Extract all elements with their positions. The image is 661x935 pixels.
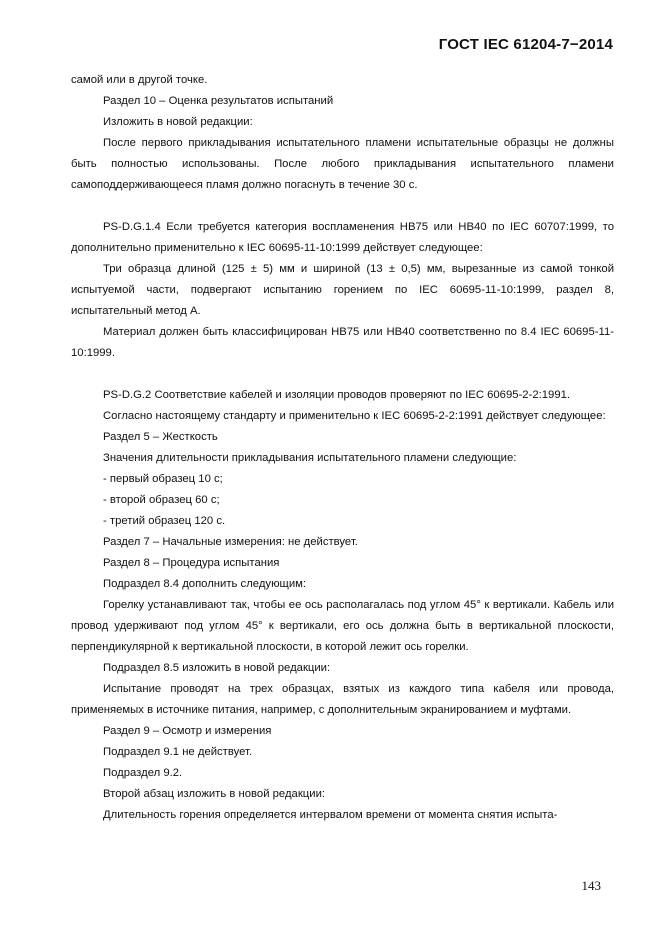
page-number: 143 bbox=[581, 878, 601, 893]
paragraph: PS-D.G.2 Соответствие кабелей и изоляции проводов проверяют по IEC 60695-2-2:1991. bbox=[103, 389, 571, 401]
paragraph: Изложить в новой редакции: bbox=[103, 116, 253, 128]
paragraph: Раздел 5 – Жесткость bbox=[103, 431, 218, 443]
paragraph: - третий образец 120 с. bbox=[103, 515, 226, 527]
paragraph: Подраздел 8.5 изложить в новой редакции: bbox=[103, 662, 331, 674]
paragraph: Три образца длиной (125 ± 5) мм и шириной (13 ± 0,5) мм, вырезанные из самой тонкой испытуемой части, подвергают испытанию горением по IEC 60695-11-10:1999, раздел 8, испытательный метод А. bbox=[71, 263, 614, 317]
paragraph: Подраздел 9.1 не действует. bbox=[103, 746, 253, 758]
paragraph-spacer bbox=[71, 364, 614, 385]
paragraph: Подраздел 9.2. bbox=[103, 767, 183, 779]
paragraph: Материал должен быть классифицирован HB75 или HB40 соответственно по 8.4 IEC 60695-11-10:1999. bbox=[71, 326, 614, 359]
paragraph-spacer bbox=[71, 196, 614, 217]
paragraph: - второй образец 60 с; bbox=[103, 494, 220, 506]
document-body bbox=[71, 70, 614, 826]
paragraph: Длительность горения определяется интервалом времени от момента снятия испыта- bbox=[103, 809, 558, 821]
paragraph: После первого прикладывания испытательного пламени испытательные образцы не должны быть полностью использованы. После любого прикладывания испытательного пламени самоподдерживающееся пламя должно погаснуть в течение 30 с. bbox=[71, 137, 614, 191]
paragraph: Подраздел 8.4 дополнить следующим: bbox=[103, 578, 307, 590]
paragraph: PS-D.G.1.4 Если требуется категория воспламенения HB75 или HB40 по IEC 60707:1999, то дополнительно применительно к IEC 60695-11-10:1999 действует следующее: bbox=[71, 221, 614, 254]
paragraph: Раздел 10 – Оценка результатов испытаний bbox=[103, 95, 334, 107]
paragraph: Раздел 7 – Начальные измерения: не действует. bbox=[103, 536, 358, 548]
document-header: ГОСТ IEC 61204-7−2014 bbox=[438, 36, 613, 53]
paragraph: Второй абзац изложить в новой редакции: bbox=[103, 788, 326, 800]
paragraph: Раздел 9 – Осмотр и измерения bbox=[103, 725, 272, 737]
paragraph: самой или в другой точке. bbox=[71, 74, 208, 86]
paragraph: - первый образец 10 с; bbox=[103, 473, 223, 485]
paragraph: Значения длительности прикладывания испытательного пламени следующие: bbox=[103, 452, 517, 464]
paragraph: Раздел 8 – Процедура испытания bbox=[103, 557, 280, 569]
paragraph: Согласно настоящему стандарту и применительно к IEC 60695-2-2:1991 действует следующее: bbox=[103, 410, 606, 422]
paragraph: Горелку устанавливают так, чтобы ее ось располагалась под углом 45° к вертикали. Кабель или провод удерживают под углом 45° к вертикали, его ось должна быть в вертикальной плоскости, перпендикулярной к вертикальной плоскости, в которой лежит ось горелки. bbox=[71, 599, 614, 653]
paragraph: Испытание проводят на трех образцах, взятых из каждого типа кабеля или провода, применяемых в источнике питания, например, с дополнительным экранированием и муфтами. bbox=[71, 683, 614, 716]
